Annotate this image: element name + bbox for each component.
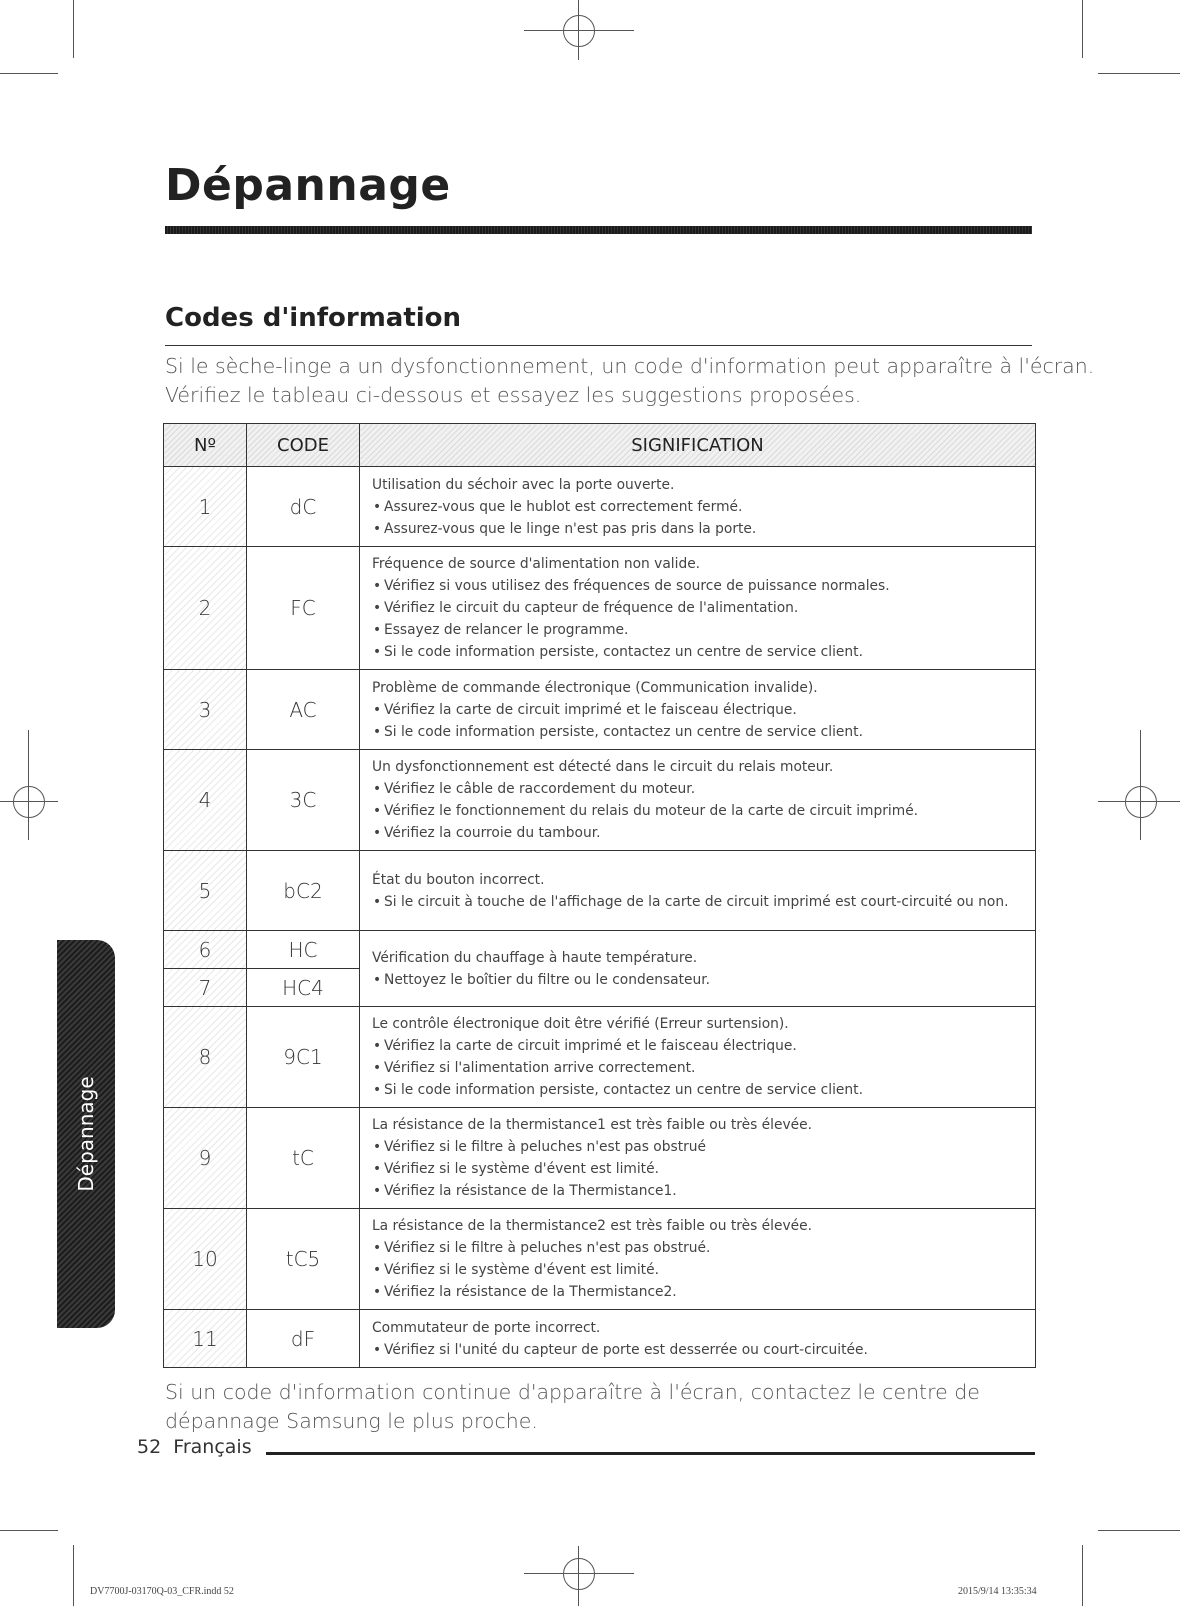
description-bullet: • Vérifiez si le système d'évent est limité. <box>372 1259 1023 1281</box>
row-number: 8 <box>164 1007 247 1108</box>
table-header-row <box>164 424 1036 467</box>
table-row <box>164 750 1036 851</box>
row-number: 3 <box>164 670 247 750</box>
row-number: 1 <box>164 467 247 547</box>
description-bullet: • Vérifiez si l'unité du capteur de porte est desserrée ou court-circuitée. <box>372 1339 1023 1361</box>
row-code: tC <box>247 1108 360 1209</box>
row-code: 9C1 <box>247 1007 360 1108</box>
section-title: Codes d'information <box>165 303 462 333</box>
intro-line: Si le sèche-linge a un dysfonctionnement, un code d'information peut apparaître à l'écran. <box>165 354 1095 378</box>
print-slug-timestamp: 2015/9/14 13:35:34 <box>958 1586 1037 1597</box>
row-description <box>360 931 1036 1007</box>
row-code: tC5 <box>247 1209 360 1310</box>
description-main: Vérification du chauffage à haute température. <box>372 949 698 966</box>
row-description <box>360 467 1036 547</box>
description-bullet: • Vérifiez la carte de circuit imprimé et le faisceau électrique. <box>372 1035 1023 1057</box>
description-main: Utilisation du séchoir avec la porte ouverte. <box>372 476 675 493</box>
description-bullet: • Vérifiez le câble de raccordement du moteur. <box>372 778 1023 800</box>
row-code: bC2 <box>247 851 360 931</box>
description-bullet: • Assurez-vous que le hublot est correctement fermé. <box>372 496 1023 518</box>
page-number: 52 <box>137 1436 162 1458</box>
table-row <box>164 670 1036 750</box>
row-description <box>360 670 1036 750</box>
row-code: dC <box>247 467 360 547</box>
row-number: 4 <box>164 750 247 851</box>
row-description <box>360 1108 1036 1209</box>
description-bullet: • Si le code information persiste, contactez un centre de service client. <box>372 1079 1023 1101</box>
description-main: Problème de commande électronique (Communication invalide). <box>372 679 818 696</box>
row-code: HC <box>247 931 360 969</box>
row-number: 5 <box>164 851 247 931</box>
description-bullet: • Vérifiez si vous utilisez des fréquences de source de puissance normales. <box>372 575 1023 597</box>
description-main: Un dysfonctionnement est détecté dans le circuit du relais moteur. <box>372 759 834 775</box>
description-bullet: • Si le circuit à touche de l'affichage de la carte de circuit imprimé est court-circuité ou non. <box>372 891 1023 913</box>
row-code: HC4 <box>247 969 360 1007</box>
header-meaning: SIGNIFICATION <box>360 424 1036 467</box>
description-bullet: • Vérifiez la carte de circuit imprimé et le faisceau électrique. <box>372 699 1023 721</box>
section-rule <box>165 345 1032 346</box>
footer-language: Français <box>173 1436 252 1458</box>
table-row <box>164 1108 1036 1209</box>
row-description <box>360 1007 1036 1108</box>
description-bullet: • Vérifiez la résistance de la Thermistance2. <box>372 1281 1023 1303</box>
title-rule <box>165 226 1032 234</box>
row-number: 2 <box>164 547 247 670</box>
table-row <box>164 1310 1036 1368</box>
description-main: La résistance de la thermistance1 est très faible ou très élevée. <box>372 1117 813 1133</box>
description-main: État du bouton incorrect. <box>372 871 545 888</box>
description-main: Commutateur de porte incorrect. <box>372 1319 601 1336</box>
description-bullet: • Assurez-vous que le linge n'est pas pris dans la porte. <box>372 518 1023 540</box>
row-code: AC <box>247 670 360 750</box>
table-row <box>164 931 1036 969</box>
print-slug-file: DV7700J-03170Q-03_CFR.indd 52 <box>90 1586 234 1597</box>
row-description <box>360 750 1036 851</box>
row-code: FC <box>247 547 360 670</box>
description-bullet: • Vérifiez si le filtre à peluches n'est pas obstrué <box>372 1136 1023 1158</box>
description-main: La résistance de la thermistance2 est très faible ou très élevée. <box>372 1218 813 1234</box>
table-row <box>164 1007 1036 1108</box>
row-number: 9 <box>164 1108 247 1209</box>
description-bullet: • Vérifiez si le filtre à peluches n'est pas obstrué. <box>372 1237 1023 1259</box>
description-bullet: • Vérifiez le fonctionnement du relais du moteur de la carte de circuit imprimé. <box>372 800 1023 822</box>
row-code: dF <box>247 1310 360 1368</box>
description-bullet: • Essayez de relancer le programme. <box>372 619 1023 641</box>
page-title: Dépannage <box>165 160 451 211</box>
header-num: Nº <box>164 424 247 467</box>
closing-paragraph: Si un code d'information continue d'apparaître à l'écran, contactez le centre de dépannage Samsung le plus proche. <box>165 1380 980 1433</box>
row-description <box>360 547 1036 670</box>
intro-line: Vérifiez le tableau ci-dessous et essayez les suggestions proposées. <box>165 383 862 407</box>
table-row <box>164 467 1036 547</box>
description-bullet: • Vérifiez si l'alimentation arrive correctement. <box>372 1057 1023 1079</box>
row-number: 6 <box>164 931 247 969</box>
description-bullet: • Vérifiez la résistance de la Thermistance1. <box>372 1180 1023 1202</box>
description-main: Fréquence de source d'alimentation non valide. <box>372 556 701 572</box>
description-bullet: • Vérifiez le circuit du capteur de fréquence de l'alimentation. <box>372 597 1023 619</box>
row-code: 3C <box>247 750 360 851</box>
header-code: CODE <box>247 424 360 467</box>
row-number: 11 <box>164 1310 247 1368</box>
description-bullet: • Nettoyez le boîtier du filtre ou le condensateur. <box>372 969 1023 991</box>
footer-rule <box>266 1452 1035 1455</box>
description-bullet: • Vérifiez la courroie du tambour. <box>372 822 1023 844</box>
side-chapter-tab <box>57 940 115 1328</box>
row-description <box>360 1310 1036 1368</box>
intro-paragraph <box>165 352 1095 410</box>
description-bullet: • Si le code information persiste, contactez un centre de service client. <box>372 721 1023 743</box>
side-tab-label: Dépannage <box>74 1076 98 1192</box>
row-number: 10 <box>164 1209 247 1310</box>
page-footer <box>137 1436 252 1458</box>
description-main: Le contrôle électronique doit être vérifié (Erreur surtension). <box>372 1016 789 1032</box>
info-codes-table <box>163 423 1036 1368</box>
table-row <box>164 1209 1036 1310</box>
row-description <box>360 1209 1036 1310</box>
description-bullet: • Si le code information persiste, contactez un centre de service client. <box>372 641 1023 663</box>
row-number: 7 <box>164 969 247 1007</box>
description-bullet: • Vérifiez si le système d'évent est limité. <box>372 1158 1023 1180</box>
table-row <box>164 851 1036 931</box>
table-row <box>164 547 1036 670</box>
row-description <box>360 851 1036 931</box>
